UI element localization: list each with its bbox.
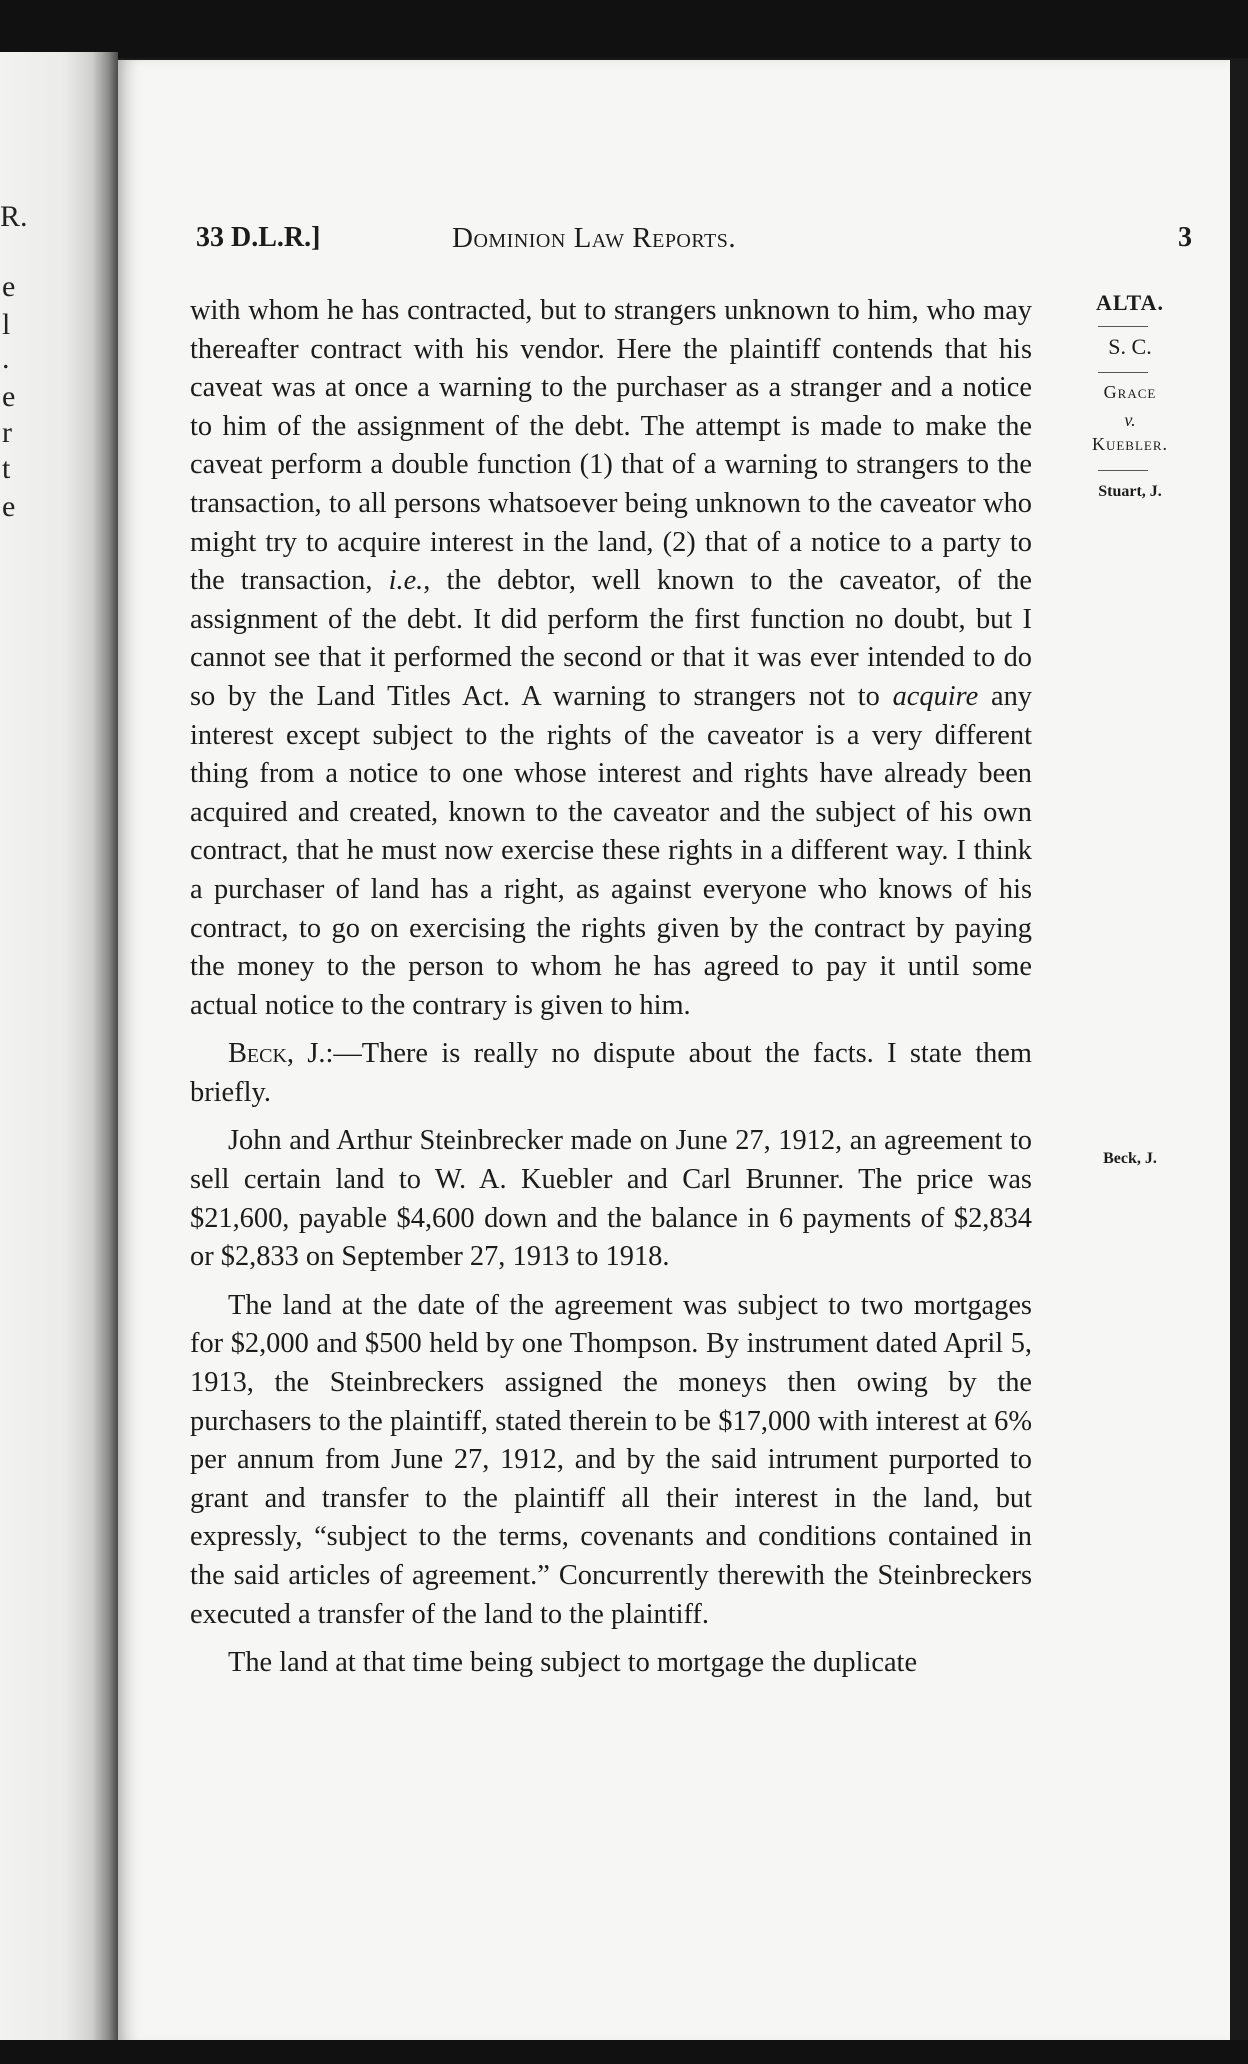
margin-case-party1: Grace [1103,382,1157,402]
volume-reference: 33 D.L.R.] [196,222,321,253]
judge-name: Beck, J. [228,1038,326,1070]
facing-page-fragment: e [2,490,16,523]
margin-case-party2: Kuebler. [1091,434,1169,454]
paragraph-text: any interest except subject to the rights of the caveator is a very different thing from a notice to one whose interest and rights have already been acquired and created, known to the caveator and the subject of his own contract, that he must now exercise these rights in a different way. I think a purchaser of land has a right, as against everyone who knows of his contract, to go on exercising the rights given by the contract by paying the money to the person to whom he has agreed to pay it until some actual notice to the contrary is given to him. [190,680,1033,1021]
margin-province: ALTA. [1096,290,1164,315]
scan-top-border [0,0,1248,58]
paragraph-text: , the debtor, well known to the caveator, of the assignment of the debt. It did perform the first function no doubt, but I cannot see that it performed the second or that it was ever intended to do so by the Land Titles Act. A warning to strangers not to [190,565,1032,712]
facing-page-fragment: R. [0,200,28,233]
italic-term: i.e. [388,565,424,597]
facing-page-fragment: e [2,380,16,413]
paragraph-agreement: John and Arthur Steinbrecker made on June 27, 1912, an agreement to sell certain land to W. A. Kuebler and Carl Brunner. The price was $21,600, payable $4,600 down and the balance in 6 payments of $2,834 or $2,833 on September 27, 1913 to 1918. [190,1125,1032,1273]
paragraph-beck-opening [190,1035,1032,1112]
margin-judge-beck: Beck, J. [1103,1150,1157,1167]
paragraph-text: with whom he has contracted, but to strangers unknown to him, who may thereafter contract with his vendor. Here the plaintiff contends that his caveat was at once a warning to the purchaser as a stranger and a notice to him of the assignment of the debt. The attempt is made to make the caveat perform a double function (1) that of a warning to strangers to the transaction, to all persons whatsoever being unknown to the caveator who might try to acquire interest in the land, (2) that of a notice to a party to the transaction, [190,295,1032,597]
paragraph-stuart-judgment [190,292,1032,1025]
margin-rule [1098,470,1148,471]
facing-page-fragment: l [2,308,11,341]
paragraph-text: :—There is really no dispute about the facts. I state them briefly. [190,1038,1032,1108]
page-body [190,292,1032,1683]
margin-case-versus: v. [1124,410,1136,430]
facing-page-fragment: e [2,270,16,303]
facing-page-fragment: . [2,342,10,375]
margin-rule [1098,372,1148,373]
margin-rule [1098,326,1148,327]
margin-judge-stuart: Stuart, J. [1098,483,1162,500]
paragraph-duplicate: The land at that time being subject to mortgage the duplicate [228,1647,918,1679]
page-number: 3 [1178,222,1192,253]
facing-page-edge [0,52,118,2048]
running-title: Dominion Law Reports. [452,222,737,254]
facing-page-fragment: t [2,452,11,485]
scan-bottom-border [0,2040,1248,2064]
margin-court: S. C. [1108,334,1152,359]
italic-term: acquire [892,680,979,712]
paragraph-mortgages: The land at the date of the agreement was subject to two mortgages for $2,000 and $500 held by one Thompson. By instrument dated April 5, 1913, the Steinbreckers assigned the moneys then owing by the purchasers to the plaintiff, stated therein to be $17,000 with interest at 6% per annum from June 27, 1912, and by the said intrument purported to grant and transfer to the plaintiff all their interest in the land, but expressly, “subject to the terms, covenants and conditions contained in the said articles of agreement.” Concurrently therewith the Steinbreckers executed a transfer of the land to the plaintiff. [190,1289,1032,1630]
facing-page-fragment: r [2,416,12,449]
